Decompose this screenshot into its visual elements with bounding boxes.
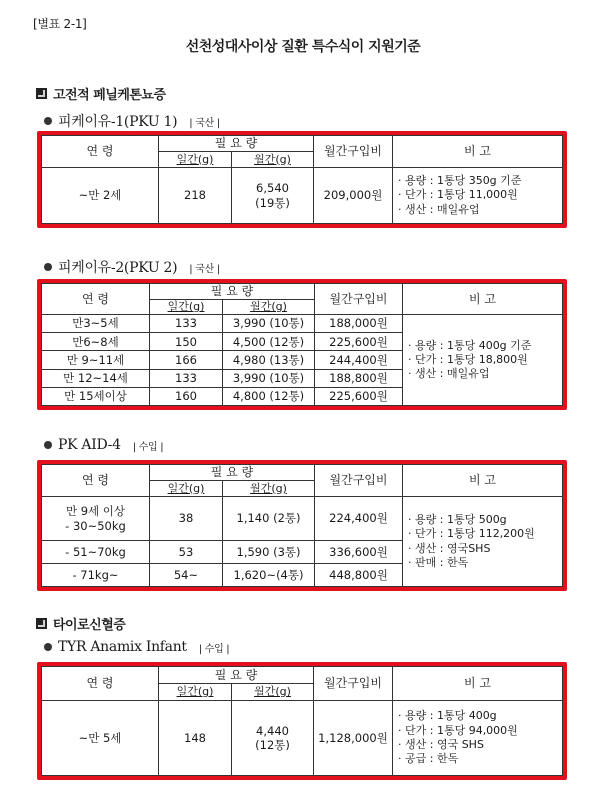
header-daily: 일간(g) (150, 481, 223, 497)
cell-cost: 1,128,000원 (314, 701, 393, 776)
cell-cost: 188,000원 (315, 315, 403, 333)
header-monthly-cost: 월간구입비 (314, 136, 393, 168)
remark-line: · 생산 : 영국 SHS (398, 738, 484, 751)
age-line: 만 9세 이상 (65, 504, 126, 519)
cell-daily: 133 (150, 315, 223, 333)
remark-line: · 단가 : 1통당 94,000원 (398, 723, 518, 737)
product-name: 피케이유-1(PKU 1) (58, 114, 178, 130)
header-monthly: 월간(g) (232, 684, 314, 701)
cell-daily: 166 (150, 351, 223, 369)
remark-line: · 생산 : 매일유업 (398, 202, 480, 216)
header-remarks: 비 고 (393, 667, 563, 701)
age-line: - 30~50kg (65, 518, 126, 533)
remark-line: · 용량 : 1통당 500g (408, 512, 507, 526)
origin-tag: | 수입 | (132, 441, 164, 453)
header-age: 연 령 (42, 465, 150, 497)
cell-cost: 224,400원 (315, 497, 403, 541)
cell-daily: 133 (150, 369, 223, 387)
cell-daily: 54~ (150, 564, 223, 587)
bullet-icon (44, 117, 52, 125)
cell-age: ~만 2세 (42, 168, 159, 224)
cell-daily: 38 (150, 497, 223, 541)
monthly-grams: 6,540 (256, 181, 289, 196)
cell-age: ~만 5세 (42, 701, 159, 776)
cell-monthly: 4,500 (12통) (223, 333, 315, 351)
table-row (42, 497, 563, 541)
remark-line: · 단가 : 1통당 18,800원 (408, 352, 528, 366)
monthly-units: (12통) (255, 738, 290, 752)
cell-monthly: 4,800 (12통) (223, 387, 315, 405)
header-monthly-cost: 월간구입비 (314, 667, 393, 701)
header-monthly: 월간(g) (223, 481, 315, 497)
monthly-units: (19통) (255, 195, 290, 210)
cell-monthly: 3,990 (10통) (223, 369, 315, 387)
remark-line: · 생산 : 매일유업 (408, 367, 490, 381)
section-title: 고전적 페닐케톤뇨증 (53, 88, 166, 103)
product-heading-tyr (44, 639, 229, 655)
table-row (42, 168, 563, 224)
header-monthly: 월간(g) (223, 300, 315, 315)
header-monthly: 월간(g) (232, 152, 314, 168)
cell-remarks (393, 168, 563, 224)
cell-age (42, 497, 150, 541)
product-heading-pku2 (44, 257, 220, 277)
remark-line: · 공급 : 한독 (398, 752, 459, 766)
remark-line: · 용량 : 1통당 400g (398, 709, 497, 723)
origin-tag: | 수입 | (198, 643, 230, 655)
header-required: 필 요 량 (150, 465, 315, 481)
cell-monthly (232, 701, 314, 776)
cell-daily: 148 (159, 701, 232, 776)
cell-cost: 209,000원 (314, 168, 393, 224)
cell-age: 만 15세이상 (42, 387, 150, 405)
header-daily: 일간(g) (150, 300, 223, 315)
cell-daily: 150 (150, 333, 223, 351)
cell-daily: 160 (150, 387, 223, 405)
cell-monthly: 1,590 (3통) (223, 541, 315, 564)
cell-daily: 218 (159, 168, 232, 224)
header-age: 연 령 (42, 667, 159, 701)
table-pku1 (37, 131, 567, 228)
header-daily: 일간(g) (159, 684, 232, 701)
cell-monthly: 1,620~(4통) (223, 564, 315, 587)
cell-cost: 188,800원 (315, 369, 403, 387)
monthly-grams: 4,440 (256, 723, 289, 738)
header-age: 연 령 (42, 136, 159, 168)
header-required: 필 요 량 (159, 667, 314, 684)
remark-line: · 판매 : 한독 (408, 555, 469, 569)
bullet-icon (44, 441, 52, 449)
cell-remarks (393, 701, 563, 776)
product-name: TYR Anamix Infant (58, 639, 187, 655)
remark-line: · 용량 : 1통당 350g 기준 (398, 174, 522, 188)
cell-monthly: 1,140 (2통) (223, 497, 315, 541)
cell-monthly (232, 168, 314, 224)
header-monthly-cost: 월간구입비 (315, 284, 403, 315)
header-remarks: 비 고 (393, 136, 563, 168)
cell-age: 만3~5세 (42, 315, 150, 333)
header-required: 필 요 량 (159, 136, 314, 152)
header-monthly-cost: 월간구입비 (315, 465, 403, 497)
remark-line: · 단가 : 1통당 112,200원 (408, 527, 535, 541)
cell-daily: 53 (150, 541, 223, 564)
table-row (42, 315, 563, 333)
product-heading-pkaid4 (44, 437, 163, 453)
bullet-icon (44, 643, 52, 651)
cell-remarks (403, 497, 563, 587)
header-required: 필 요 량 (150, 284, 315, 300)
cell-age: 만 12~14세 (42, 369, 150, 387)
cell-cost: 225,600원 (315, 387, 403, 405)
remark-line: · 단가 : 1통당 11,000원 (398, 188, 518, 202)
header-remarks: 비 고 (403, 284, 563, 315)
product-name: PK AID-4 (58, 437, 121, 453)
origin-tag: | 국산 | (189, 117, 220, 129)
table-pkaid4 (37, 460, 567, 591)
cell-monthly: 4,980 (13통) (223, 351, 315, 369)
appendix-label: [별표 2-1] (33, 17, 87, 31)
cell-cost: 336,600원 (315, 541, 403, 564)
cell-monthly: 3,990 (10통) (223, 315, 315, 333)
remark-line: · 용량 : 1통당 400g 기준 (408, 338, 532, 352)
product-heading-pku1 (44, 111, 220, 131)
cell-cost: 244,400원 (315, 351, 403, 369)
cell-age: - 71kg~ (42, 564, 150, 587)
header-daily: 일간(g) (159, 152, 232, 168)
checkbox-square-icon (36, 618, 47, 629)
section-heading-pku (36, 84, 166, 103)
cell-cost: 448,800원 (315, 564, 403, 587)
page-title: 선천성대사이상 질환 특수식이 지원기준 (185, 39, 421, 55)
cell-age: 만 9~11세 (42, 351, 150, 369)
table-pku2 (37, 279, 567, 410)
origin-tag: | 국산 | (189, 263, 220, 275)
cell-remarks (403, 315, 563, 406)
bullet-icon (44, 263, 52, 271)
cell-age: - 51~70kg (42, 541, 150, 564)
section-title: 타이로신혈증 (53, 618, 126, 633)
table-row (42, 701, 563, 776)
header-age: 연 령 (42, 284, 150, 315)
cell-age: 만6~8세 (42, 333, 150, 351)
table-tyr (37, 662, 567, 780)
remark-line: · 생산 : 영국SHS (408, 541, 491, 555)
section-heading-tyrosinemia (36, 614, 125, 633)
checkbox-square-icon (36, 88, 47, 99)
product-name: 피케이유-2(PKU 2) (58, 260, 178, 276)
header-remarks: 비 고 (403, 465, 563, 497)
cell-cost: 225,600원 (315, 333, 403, 351)
